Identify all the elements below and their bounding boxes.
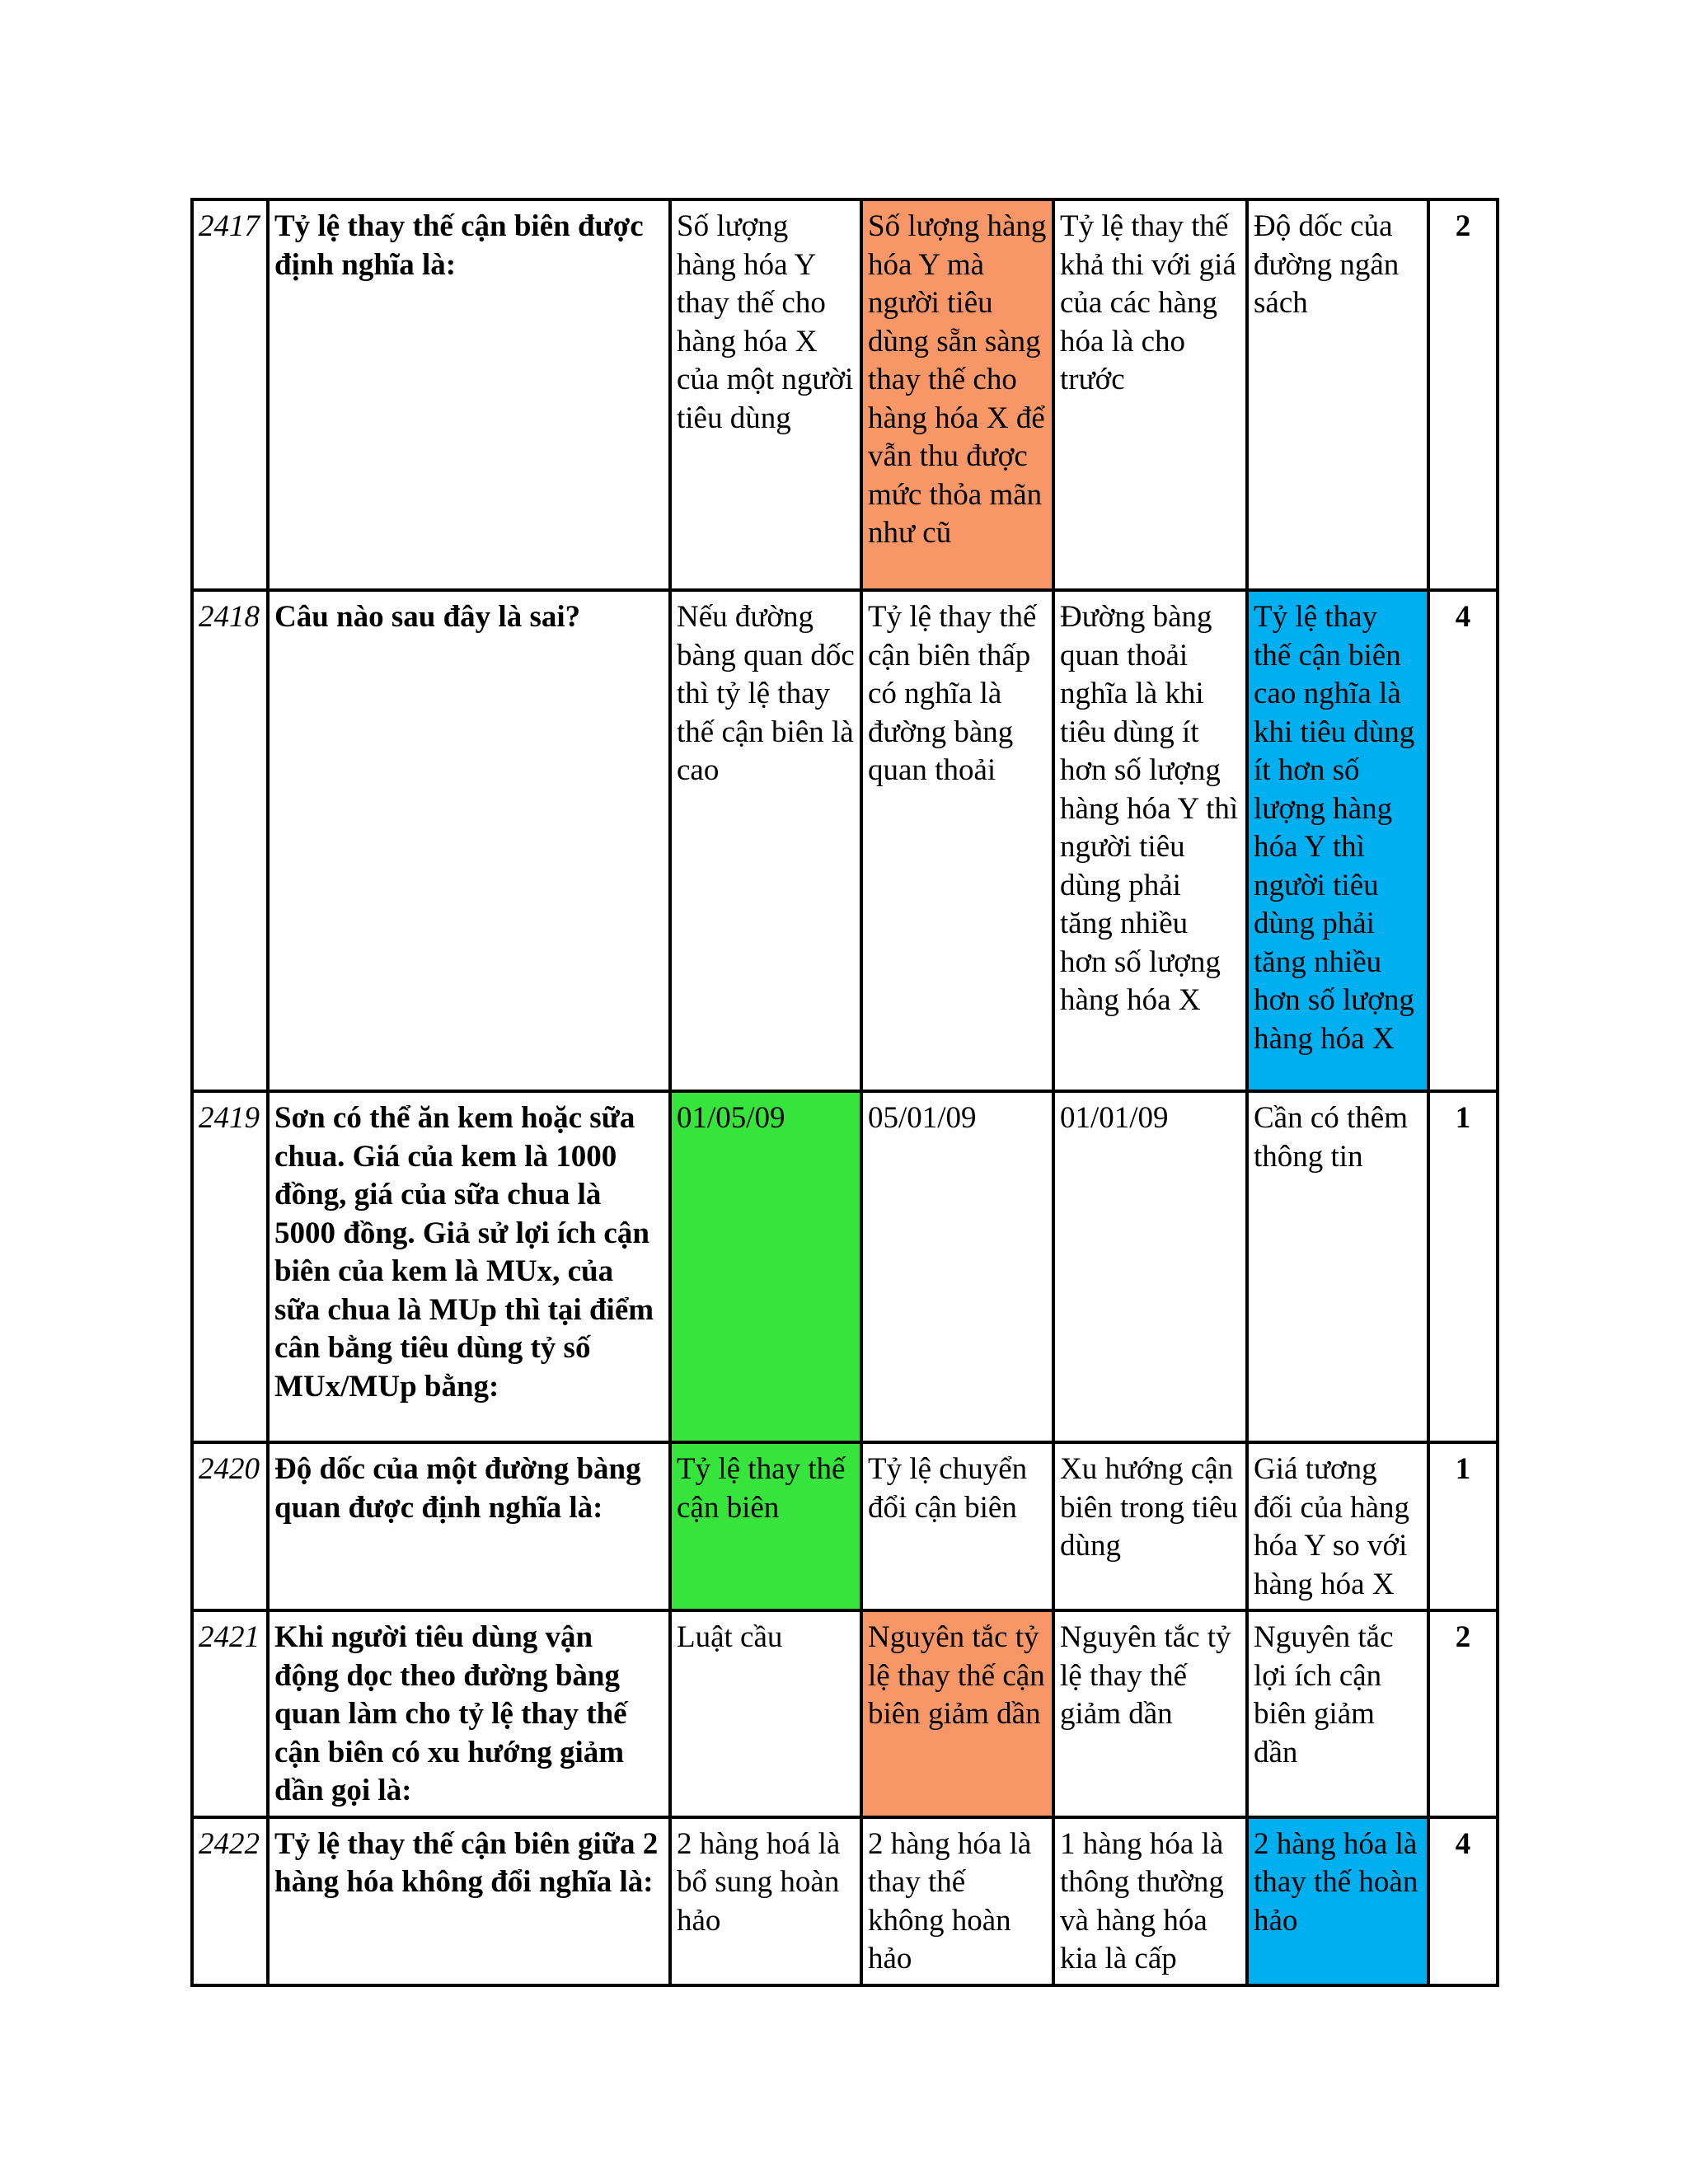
option-1: Nếu đường bàng quan dốc thì tỷ lệ thay thế cận biên là cao bbox=[670, 590, 861, 1091]
option-2: 2 hàng hóa là thay thế không hoàn hảo bbox=[861, 1817, 1053, 1985]
table-row bbox=[192, 1442, 1498, 1610]
option-1-highlighted: Tỷ lệ thay thế cận biên bbox=[670, 1442, 861, 1610]
option-3: Tỷ lệ thay thế khả thi với giá của các hàng hóa là cho trước bbox=[1053, 199, 1247, 590]
option-2: 05/01/09 bbox=[861, 1091, 1053, 1442]
table-row bbox=[192, 1610, 1498, 1817]
answer-cell: 4 bbox=[1428, 590, 1498, 1091]
table-row bbox=[192, 590, 1498, 1091]
question-number: 2417 bbox=[192, 199, 268, 590]
question-number: 2421 bbox=[192, 1610, 268, 1817]
answer-cell: 1 bbox=[1428, 1442, 1498, 1610]
option-1: Luật cầu bbox=[670, 1610, 861, 1817]
option-4: Giá tương đối của hàng hóa Y so với hàng hóa X bbox=[1247, 1442, 1428, 1610]
question-text: Tỷ lệ thay thế cận biên được định nghĩa là: bbox=[268, 199, 670, 590]
table-row bbox=[192, 1091, 1498, 1442]
question-text: Khi người tiêu dùng vận động dọc theo đường bàng quan làm cho tỷ lệ thay thế cận biên có xu hướng giảm dần gọi là: bbox=[268, 1610, 670, 1817]
question-number: 2420 bbox=[192, 1442, 268, 1610]
option-4: Cần có thêm thông tin bbox=[1247, 1091, 1428, 1442]
question-text: Độ dốc của một đường bàng quan được định nghĩa là: bbox=[268, 1442, 670, 1610]
question-text: Sơn có thể ăn kem hoặc sữa chua. Giá của kem là 1000 đồng, giá của sữa chua là 5000 đồng. Giả sử lợi ích cận biên của kem là MUx, của sữa chua là MUp thì tại điểm cân bằng tiêu dùng tỷ số MUx/MUp bằng: bbox=[268, 1091, 670, 1442]
option-3: 1 hàng hóa là thông thường và hàng hóa kia là cấp bbox=[1053, 1817, 1247, 1985]
answer-cell: 1 bbox=[1428, 1091, 1498, 1442]
answer-cell: 2 bbox=[1428, 1610, 1498, 1817]
questions-table bbox=[190, 198, 1499, 1987]
option-3: 01/01/09 bbox=[1053, 1091, 1247, 1442]
question-number: 2418 bbox=[192, 590, 268, 1091]
table-row bbox=[192, 1817, 1498, 1985]
option-1: Số lượng hàng hóa Y thay thế cho hàng hóa X của một người tiêu dùng bbox=[670, 199, 861, 590]
option-2: Tỷ lệ thay thế cận biên thấp có nghĩa là đường bàng quan thoải bbox=[861, 590, 1053, 1091]
answer-cell: 2 bbox=[1428, 199, 1498, 590]
question-number: 2422 bbox=[192, 1817, 268, 1985]
option-3: Nguyên tắc tỷ lệ thay thế giảm dần bbox=[1053, 1610, 1247, 1817]
option-4-highlighted: 2 hàng hóa là thay thế hoàn hảo bbox=[1247, 1817, 1428, 1985]
option-4-highlighted: Tỷ lệ thay thế cận biên cao nghĩa là khi tiêu dùng ít hơn số lượng hàng hóa Y thì người tiêu dùng phải tăng nhiều hơn số lượng hàng hóa X bbox=[1247, 590, 1428, 1091]
option-2-highlighted: Số lượng hàng hóa Y mà người tiêu dùng sẵn sàng thay thế cho hàng hóa X để vẫn thu được mức thỏa mãn như cũ bbox=[861, 199, 1053, 590]
question-number: 2419 bbox=[192, 1091, 268, 1442]
answer-cell: 4 bbox=[1428, 1817, 1498, 1985]
question-text: Câu nào sau đây là sai? bbox=[268, 590, 670, 1091]
option-1-highlighted: 01/05/09 bbox=[670, 1091, 861, 1442]
option-1: 2 hàng hoá là bổ sung hoàn hảo bbox=[670, 1817, 861, 1985]
option-3: Xu hướng cận biên trong tiêu dùng bbox=[1053, 1442, 1247, 1610]
option-4: Nguyên tắc lợi ích cận biên giảm dần bbox=[1247, 1610, 1428, 1817]
option-4: Độ dốc của đường ngân sách bbox=[1247, 199, 1428, 590]
option-2: Tỷ lệ chuyển đổi cận biên bbox=[861, 1442, 1053, 1610]
question-text: Tỷ lệ thay thế cận biên giữa 2 hàng hóa không đổi nghĩa là: bbox=[268, 1817, 670, 1985]
option-2-highlighted: Nguyên tắc tỷ lệ thay thế cận biên giảm dần bbox=[861, 1610, 1053, 1817]
table-row bbox=[192, 199, 1498, 590]
option-3: Đường bàng quan thoải nghĩa là khi tiêu dùng ít hơn số lượng hàng hóa Y thì người tiêu dùng phải tăng nhiều hơn số lượng hàng hóa X bbox=[1053, 590, 1247, 1091]
